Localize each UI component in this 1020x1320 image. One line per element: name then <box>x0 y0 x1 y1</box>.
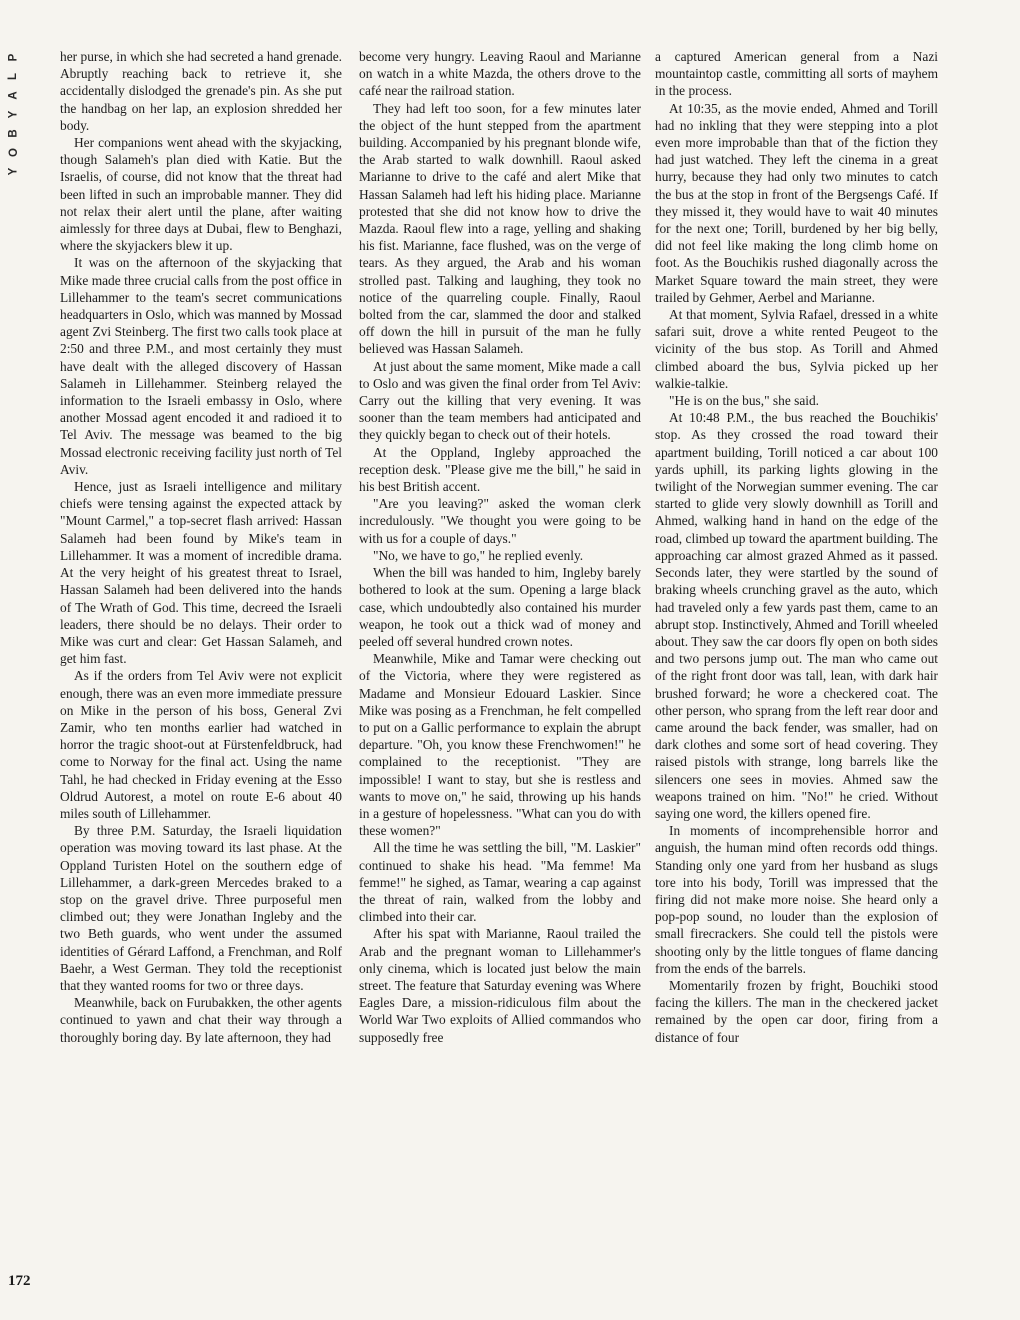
paragraph: a captured American general from a Nazi mountaintop castle, committing all sorts of mayhem in the process. <box>655 49 938 99</box>
paragraph: In moments of incomprehensible horror and anguish, the human mind often records odd things. Standing only one yard from her husband as slugs tore into his body, Torill was impressed that the firing did not make more noise. She heard only a pop-pop sound, no louder than the explosion of small firecrackers. She could tell the pistols were shooting only by the little tongues of flame dancing from the ends of the barrels. <box>655 823 938 976</box>
magazine-letter: Y <box>7 110 20 119</box>
magazine-letter: Y <box>7 167 20 176</box>
paragraph: Meanwhile, Mike and Tamar were checking out of the Victoria, where they were registered as Madame and Monsieur Edouard Laskier. Since Mike was posing as a Frenchman, he felt compelled to put on a Gallic performance to explain the abrupt departure. "Oh, you know these Frenchwomen!" he complained to the receptionist. "They are impossible! I want to stay, but she is restless and wants to move on," he said, throwing up his hands in a gesture of hopelessness. "What can you do with these women?" <box>359 651 641 839</box>
paragraph: After his spat with Marianne, Raoul trailed the Arab and the pregnant woman to Lillehammer's only cinema, which is located just below the main street. The feature that Saturday evening was Where Eagles Dare, a mission-ridiculous film about the World War Two exploits of Allied commandos who supposedly free <box>359 926 641 1045</box>
paragraph: "Are you leaving?" asked the woman clerk incredulously. "We thought you were going to be with us for a couple of days." <box>359 496 641 546</box>
paragraph: At the Oppland, Ingleby approached the reception desk. "Please give me the bill," he said in his best British accent. <box>359 444 641 495</box>
magazine-letter: L <box>7 72 20 81</box>
paragraph: Her companions went ahead with the skyjacking, though Salameh's plan died with Katie. But the Israelis, of course, did not know that the threat had been lifted in such an improbable manner. They did not relax their alert until the plane, after waiting aimlessly for three days at Dubai, flew to Benghazi, where the skyjackers blew it up. <box>60 135 342 254</box>
paragraph: "No, we have to go," he replied evenly. <box>373 547 584 563</box>
paragraph: It was on the afternoon of the skyjacking that Mike made three crucial calls from the post office in Lillehammer to the team's secret communications headquarters in Oslo, which was manned by Mossad agent Zvi Steinberg. The first two calls took place at 2:50 and three P.M., and most certainly they must have dealt with the alleged discovery of Hassan Salameh in Lillehammer. Steinberg relayed the information to the Israeli embassy in Oslo, where another Mossad agent encoded it and radioed it to Tel Aviv. The message was beamed to the big Mossad electronic receiving facility just north of Tel Aviv. <box>60 255 342 477</box>
text-column-1 <box>60 48 342 1310</box>
paragraph: All the time he was settling the bill, "M. Laskier" continued to shake his head. "Ma femme! Ma femme!" he sighed, as Tamar, wearing a cap against the threat of rain, walked from the lobby and climbed into their car. <box>359 840 641 925</box>
paragraph: As if the orders from Tel Aviv were not explicit enough, there was an even more immediate pressure on Mike in the person of his boss, General Zvi Zamir, who ten months earlier had watched in horror the tragic shoot-out at Fürstenfeldbruck, had come to Norway for the final act. Using the name Tahl, he had checked in Friday evening at the Esso Oldrud Autorest, a motel on route E-6 about 40 miles south of Lillehammer. <box>60 668 342 821</box>
paragraph: At 10:35, as the movie ended, Ahmed and Torill had no inkling that they were stepping into a plot even more improbable than that of the fiction they had just watched. They left the cinema in a great hurry, because they had only two minutes to catch the bus at the stop in front of the Bergsengs Café. If they missed it, they would have to wait 40 minutes for the next one; Torill, burdened by her big belly, did not feel like making the long climb home on foot. As the Bouchikis rushed diagonally across the Market Square toward the main street, they were trailed by Gehmer, Aerbel and Marianne. <box>655 100 938 305</box>
paragraph: By three P.M. Saturday, the Israeli liquidation operation was moving toward its last phase. At the Oppland Turisten Hotel on the southern edge of Lillehammer, a dark-green Mercedes braked to a stop on the gravel drive. Three purposeful men climbed out; they were Jonathan Ingleby and the two Beth guards, who went under the assumed identities of Gérard Laffond, a Frenchman, and Rolf Baehr, a West German. They told the receptionist that they wanted rooms for two or three days. <box>60 823 342 993</box>
paragraph: Meanwhile, back on Furubakken, the other agents continued to yawn and chat their way through a thoroughly boring day. By late afternoon, they had <box>60 995 342 1045</box>
paragraph: become very hungry. Leaving Raoul and Marianne on watch in a white Mazda, the others drove to the café near the railroad station. <box>359 49 641 99</box>
magazine-letter: A <box>7 91 20 100</box>
paragraph: At 10:48 P.M., the bus reached the Bouchikis' stop. As they crossed the road toward their apartment building, Torill noticed a car about 100 yards uphill, its parking lights glowing in the twilight of the Norwegian summer evening. The car started to glide very slowly downhill as Torill and Ahmed, walking hand in hand on the edge of the road, climbed up toward the apartment building. The approaching car almost grazed Ahmed as it passed. Seconds later, they were startled by the sound of braking wheels crunching gravel as the auto, which had traveled only a few yards past them, came to an abrupt stop. Instinctively, Ahmed and Torill wheeled about. They saw the car doors fly open on both sides and two persons jump out. The man who came out of the right front door was tall, lean, with dark hair brushed forward; he wore a checkered coat. The other person, who sprang from the left rear door and came around the back fender, was smaller, had on dark clothes and some sort of head covering. They raised pistols with strange, long barrels like the silencers one sees in movies. Ahmed saw the weapons trained on him. "No!" he cried. Without saying one word, the killers opened fire. <box>655 410 938 821</box>
paragraph: Momentarily frozen by fright, Bouchiki stood facing the killers. The man in the checkered jacket remained by the open car door, firing from a distance of four <box>655 977 938 1045</box>
paragraph: At just about the same moment, Mike made a call to Oslo and was given the final order from Tel Aviv: Carry out the killing that very evening. It was sooner than the team members had anticipated and they quickly began to check out of their hotels. <box>359 358 641 443</box>
magazine-letter: P <box>7 53 20 62</box>
paragraph: When the bill was handed to him, Ingleby barely bothered to look at the sum. Opening a large black case, which undoubtedly also contained his murder weapon, he took out a thick wad of money and peeled off several hundred crown notes. <box>359 565 641 649</box>
paragraph: "He is on the bus," she said. <box>669 393 820 409</box>
paragraph: Hence, just as Israeli intelligence and military chiefs were tensing against the expected attack by "Mount Carmel," a top-secret flash arrived: Hassan Salameh had been found by Mike's team in Lillehammer. It was a moment of incredible drama. At the very height of his greatest threat to Israel, Hassan Salameh had been delivered into the hands of The Wrath of God. This time, decreed the Israeli leaders, there should be no delays. Their order to Mike was curt and clear: Get Hassan Salameh, and get him fast. <box>60 479 342 667</box>
paragraph: They had left too soon, for a few minutes later the object of the hunt stepped from the apartment building. Accompanied by his pregnant blonde wife, the Arab started to walk downhill. Raoul asked Marianne to drive to the café and alert Mike that Hassan Salameh had left his hiding place. Marianne protested that she did not know how to drive the Mazda. Raoul flew into a rage, yelling and shaking his fist. Marianne, face flushed, was on the verge of tears. As they argued, the Arab and his woman strolled past. Talking and laughing, they took no notice of the quarreling couple. Finally, Raoul bolted from the car, slammed the door and stalked off down the hill in pursuit of the man he fully believed was Hassan Salameh. <box>359 100 641 357</box>
magazine-letter: O <box>7 148 20 157</box>
magazine-name-vertical <box>6 48 22 208</box>
page-number: 172 <box>8 1273 31 1289</box>
paragraph: At that moment, Sylvia Rafael, dressed in a white safari suit, drove a white rented Peugeot to the vicinity of the bus stop. As Torill and Ahmed climbed aboard the bus, Sylvia picked up her walkie-talkie. <box>655 307 938 391</box>
text-column-2 <box>359 48 641 1310</box>
magazine-letter: B <box>7 129 20 138</box>
paragraph: her purse, in which she had secreted a hand grenade. Abruptly reaching back to retrieve it, she accidentally dislodged the grenade's pin. As she put the handbag on her lap, an explosion shredded her body. <box>60 49 342 133</box>
text-column-3 <box>655 48 938 1310</box>
